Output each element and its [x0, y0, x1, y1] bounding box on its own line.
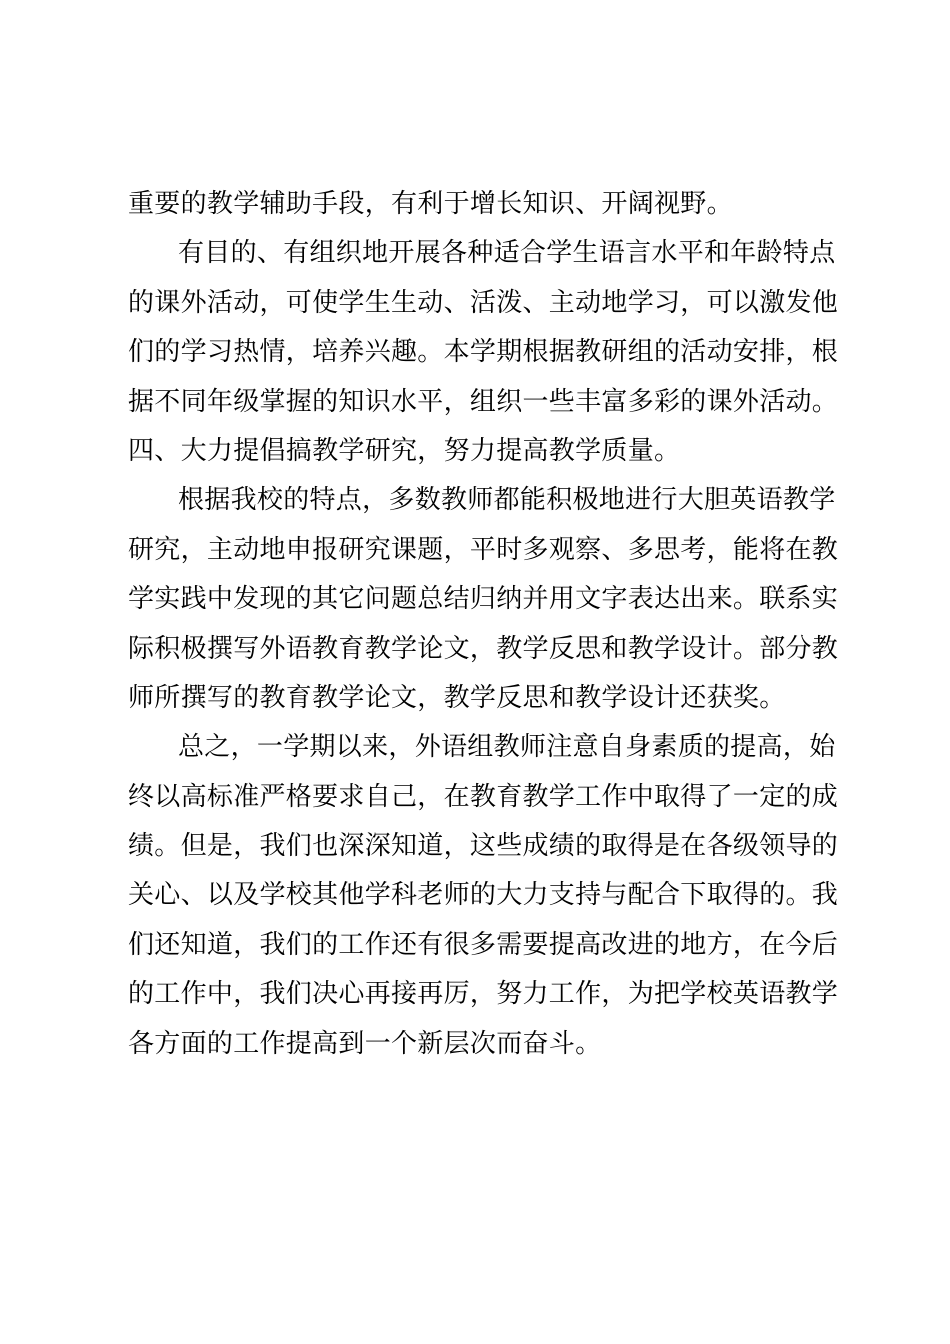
text-line: 的课外活动，可使学生生动、活泼、主动地学习，可以激发他	[128, 287, 839, 318]
section-heading: 四、大力提倡搞教学研究，努力提高教学质量。	[128, 435, 681, 466]
text-line: 际积极撰写外语教育教学论文，教学反思和教学设计。部分教	[128, 633, 839, 664]
text-line: 重要的教学辅助手段，有利于增长知识、开阔视野。	[128, 189, 733, 219]
text-line: 们的学习热情，培养兴趣。本学期根据教研组的活动安排，根	[128, 337, 839, 368]
text-line: 关心、以及学校其他学科老师的大力支持与配合下取得的。我	[128, 880, 839, 911]
paragraph-start-line: 总之，一学期以来，外语组教师注意自身素质的提高，始	[178, 732, 836, 763]
text-line: 终以高标准严格要求自己，在教育教学工作中取得了一定的成	[128, 781, 839, 812]
text-line: 研究，主动地申报研究课题，平时多观察、多思考，能将在教	[128, 534, 839, 565]
paragraph-start-line: 有目的、有组织地开展各种适合学生语言水平和年龄特点	[178, 238, 836, 269]
text-line: 据不同年级掌握的知识水平，组织一些丰富多彩的课外活动。	[128, 386, 839, 417]
body-text	[128, 180, 838, 1069]
text-line: 各方面的工作提高到一个新层次而奋斗。	[128, 1028, 602, 1059]
text-line: 师所撰写的教育教学论文，教学反思和教学设计还获奖。	[128, 682, 786, 713]
text-line: 的工作中，我们决心再接再厉，努力工作，为把学校英语教学	[128, 979, 839, 1010]
text-line: 们还知道，我们的工作还有很多需要提高改进的地方，在今后	[128, 929, 839, 960]
text-line: 绩。但是，我们也深深知道，这些成绩的取得是在各级领导的	[128, 831, 839, 862]
paragraph-start-line: 根据我校的特点，多数教师都能积极地进行大胆英语教学	[178, 485, 836, 516]
text-line: 学实践中发现的其它问题总结归纳并用文字表达出来。联系实	[128, 584, 839, 615]
